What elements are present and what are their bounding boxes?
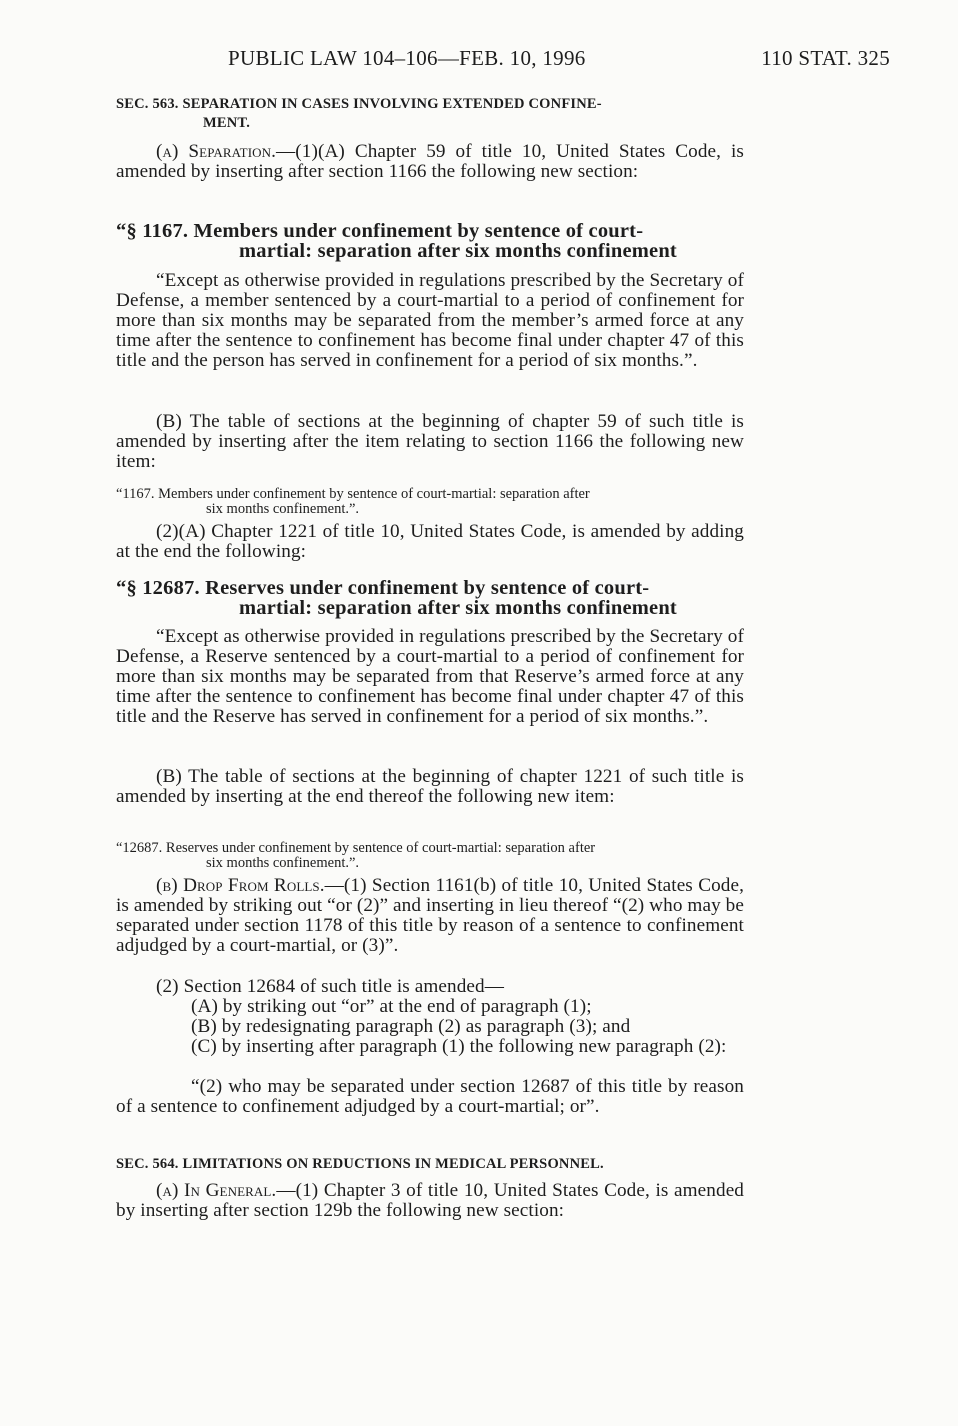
header-law-citation: PUBLIC LAW 104–106—FEB. 10, 1996	[228, 46, 586, 70]
section-12687-title-line1: “§ 12687. Reserves under confinement by sentence of court-	[116, 577, 650, 599]
sec-563-b-text: —(1) Section 1161(b) of title 10, United States Code, is amended by striking out “or (2)” and inserting in lieu thereof “(2) who may be separated under section 1178 of this title by reason of a sentence to confinement adjudged by a court-martial, or (3)”.	[116, 875, 744, 957]
sec-563-b-label: (b) Drop From Rolls.	[156, 875, 325, 896]
sec-563-a-text: —(1)(A) Chapter 59 of title 10, United States Code, is amended by inserting after section 1166 the following new section:	[116, 141, 744, 183]
sec-563-a-2-B: (B) The table of sections at the beginning of chapter 1221 of such title is amended by inserting at the end thereof the following new item:	[116, 766, 744, 808]
table-item-12687-line2: six months confinement.”.	[206, 855, 360, 871]
sec-564-a-label: (a) In General.	[156, 1180, 277, 1201]
table-item-1167	[116, 487, 744, 517]
table-item-12687	[116, 841, 744, 871]
sec-563-a-label: (a) Separation.	[156, 141, 276, 162]
table-item-12687-line1: “12687. Reserves under confinement by sentence of court-martial: separation after	[116, 840, 596, 856]
sec-564-a-paragraph	[116, 1181, 744, 1221]
sec-564-a-text: —(1) Chapter 3 of title 10, United States Code, is amended by inserting after section 129b the following new section:	[116, 1180, 744, 1222]
sec-563-a-paragraph	[116, 142, 744, 182]
section-12687-body: “Except as otherwise provided in regulations prescribed by the Secretary of Defense, a Reserve sentenced by a court-martial to a period of confinement for more than six months may be separated from that Reserve’s armed force at any time after the sentence to confinement has become final under chapter 47 of this title and the Reserve has served in confinement for a period of six months.”.	[116, 626, 744, 728]
sec-564-heading: SEC. 564. LIMITATIONS ON REDUCTIONS IN MEDICAL PERSONNEL.	[116, 1156, 604, 1172]
sec-563-heading	[116, 95, 744, 133]
section-1167-body: “Except as otherwise provided in regulations prescribed by the Secretary of Defense, a member sentenced by a court-martial to a period of confinement for more than six months may be separated from the member’s armed force at any time after the sentence to confinement has become final under chapter 47 of this title and the person has served in confinement for a period of six months.”.	[116, 270, 744, 372]
sec-563-heading-line2: MENT.	[203, 115, 251, 131]
section-12687-title-line2: martial: separation after six months confinement	[239, 597, 677, 619]
running-header	[228, 46, 890, 74]
section-1167-title-line1: “§ 1167. Members under confinement by sentence of court-	[116, 220, 644, 242]
header-page-number: 110 STAT. 325	[761, 46, 890, 70]
table-item-1167-line1: “1167. Members under confinement by sentence of court-martial: separation after	[116, 486, 590, 502]
sec-563-b-2-quote: “(2) who may be separated under section 12687 of this title by reason of a sentence to confinement adjudged by a court-martial; or”.	[116, 1076, 744, 1118]
sec-563-heading-line1: SEC. 563. SEPARATION IN CASES INVOLVING EXTENDED CONFINE-	[116, 96, 602, 112]
sec-563-b-2: (2) Section 12684 of such title is amended—	[156, 976, 505, 997]
table-item-1167-line2: six months confinement.”.	[206, 501, 360, 517]
section-1167-title-line2: martial: separation after six months confinement	[239, 240, 677, 262]
sec-563-b-2-A: (A) by striking out “or” at the end of paragraph (1);	[191, 996, 592, 1017]
section-1167-title	[116, 221, 744, 261]
sec-563-a-1-B: (B) The table of sections at the beginning of chapter 59 of such title is amended by inserting after the item relating to section 1166 the following new item:	[116, 411, 744, 473]
sec-563-b-paragraph	[116, 876, 744, 956]
sec-563-b-2-B: (B) by redesignating paragraph (2) as paragraph (3); and	[191, 1016, 631, 1037]
sec-563-a-2-A: (2)(A) Chapter 1221 of title 10, United States Code, is amended by adding at the end the following:	[116, 521, 744, 563]
section-12687-title	[116, 578, 744, 618]
sec-563-b-2-C: (C) by inserting after paragraph (1) the following new paragraph (2):	[191, 1036, 727, 1057]
